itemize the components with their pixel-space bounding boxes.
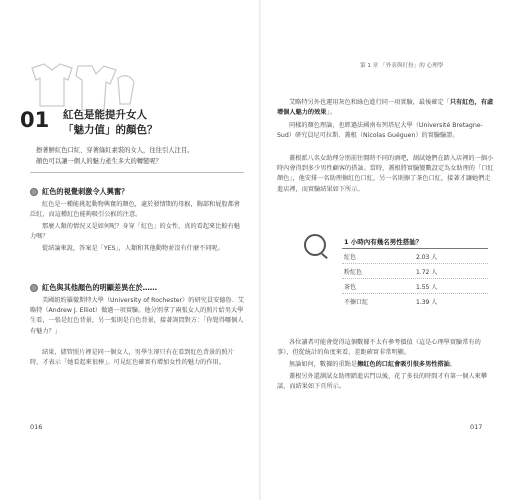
table-row [344,297,484,307]
chapter-intro [36,146,242,167]
row-divider [342,293,488,294]
survey-title-rule [342,248,488,249]
table-row [344,282,484,292]
right-paragraph-5 [277,360,495,370]
right-paragraph-3: 蓋根派八名女助理分別前往閒時不同的酒吧，測試她們在踏入店裡的一個小時內會得到多少男性顧客的搭訕。當時，蓋根將實驗變數設定為女助理的「口紅顏色」，他安排一名助理擦紅色口紅，另一名則擦了茶色口紅，接著才讓她們走進店裡，而實驗結果如下所示。 [277,155,494,193]
page-number-left: 016 [30,423,43,431]
row-value: 1.55 人 [416,284,438,291]
row-label: 粉紅色 [344,269,363,276]
section2-paragraph-1: 美國紐約羅徹斯特大學（University of Rochester）的研究員安德魯．艾略特（Andrew J. Elliot）做過一項實驗。他分別拿了兩張女人的照片給男大學生看，一張是紅色背景，另一張則是白色背景，接著詢問對方：「你覺得哪個人有魅力？」 [30,297,244,335]
row-label: 紅色 [344,254,357,261]
row-label: 不擦口紅 [344,299,369,306]
section1-paragraph-1: 紅色是一種能挑起動物興奮的顏色，處於發情期的母猴，胸部和屁股都會泛紅，而這種紅色能夠吸引公猴的注意。 [30,201,240,219]
section-heading-2 [30,283,157,293]
page-number-right: 017 [470,423,483,431]
bullet-icon [30,284,38,292]
survey-question-title: 1 小時內有幾名男性搭訕？ [344,238,423,246]
section-heading-1 [30,187,128,197]
survey-result-box [304,233,488,325]
chapter-number: 01 [20,108,50,132]
bullet-icon [30,188,38,196]
para1-tail: 」。 [326,109,336,117]
right-paragraph-4: 各位讀者可能會覺得這個數據不太有參考價值（這是心理學實驗常有的事），但從統計的角度來看，差距確實非常明顯。 [277,339,481,357]
page-gutter [259,0,261,500]
intro-divider [30,172,244,173]
intro-line1: 擦著鮮紅色口紅、穿著綠紅素裝的女人，往往引人注目。 [36,147,194,154]
row-value: 1.72 人 [416,269,438,276]
para1-text: 艾略特另外也運用灰色和綠色進行同一項實驗，最後確定「 [289,99,450,106]
para5-emphasis: 擦紅色的口紅會吸引很多男性搭訕 [357,361,450,368]
row-label: 茶色 [344,284,357,291]
running-head: 第 1 章 「外表與打扮」的 心理學 [360,63,444,69]
row-value: 2.03 人 [416,254,438,261]
row-divider [342,278,488,279]
right-paragraph-6: 蓋根另外還測試女助理踏進店門以後，花了多長的時間才有第一個人來攀談，而結果如下頁所示。 [277,373,487,391]
chapter-title-line1: 紅色是能提升女人 [63,109,147,121]
row-value: 1.39 人 [416,299,438,306]
table-row [344,252,484,262]
right-paragraph-2: 同樣的顏色理論，也經過法國南布列塔尼大學（Université Bretagne-Sud）研究員尼可拉斯．蓋根（Nicolas Guéguen）的實驗驗證。 [277,122,483,140]
section-heading-2-text: 紅色與其他顏色的明顯差異在於…… [42,283,158,292]
para1-emphasis: 只有紅色，有虛增個人魅力的效果 [277,99,494,117]
section1-paragraph-2: 那麼人類的情況又是如何呢？身穿「紅色」的女性，真的看起來比較有魅力嗎？ [30,223,240,241]
chapter-title-line2: 「魅力值」的顏色？ [63,124,158,136]
row-divider [342,263,488,264]
question-q-icon [304,234,326,256]
section2-paragraph-2: 結果，儘管照片裡是同一個女人，男學生卻只有在看到紅色背景的照片時，才表示「她看起來很棒」。可見紅色確實有增加女性的魅力的作用。 [30,349,234,367]
intro-line2: 顏色可以讓一個人的魅力產生多大的轉變呢？ [36,157,162,165]
para5-tail: 。 [449,361,457,368]
section1-paragraph-3: 從結論來說，答案是「YES」，人類和其他動物並沒有什麼不同呢。 [42,245,224,252]
chapter-title [63,108,243,138]
right-paragraph-1 [277,98,495,118]
table-row [344,267,484,277]
para5-text: 無論如何，數據的重點是 [289,361,358,368]
section-heading-1-text: 紅色的視覺刺激令人興奮？ [42,187,129,196]
